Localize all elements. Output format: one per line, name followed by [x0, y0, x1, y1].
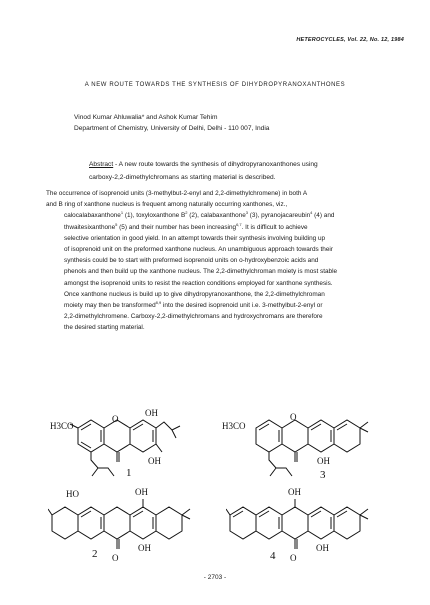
label-oh: OH — [317, 456, 330, 466]
label-o: O — [112, 414, 119, 424]
body-fragment: (4) and — [312, 212, 335, 220]
label-oh: OH — [145, 408, 158, 418]
body-text — [46, 188, 396, 334]
compound-name: thwaitesixanthone — [64, 223, 116, 231]
label-oh: OH — [288, 487, 301, 497]
abstract-text-1: - A new route towards the synthesis of dihydropyranoxanthones using — [113, 161, 318, 168]
abstract — [89, 158, 389, 184]
body-line: and B ring of xanthone nucleus is frequent among naturally occurring xanthones, viz., — [46, 201, 288, 209]
body-line: Once xanthone nucleus is build up to give dihydropyranoxanthone, the 2,2-dimethylchroman — [64, 290, 325, 298]
body-line: selective orientation in good yield. In an attempt towards their synthesis involving building up — [64, 234, 326, 242]
compound-number: 4 — [270, 550, 276, 562]
compound-number: 3 — [320, 469, 326, 478]
label-h3co: H3CO — [222, 421, 246, 431]
reference-marker: 6,7 — [236, 221, 242, 227]
body-line: of isoprenoid unit on the preformed xanthone nucleus. An unambiguous approach towards their — [64, 246, 333, 254]
structure-1 — [50, 398, 210, 478]
abstract-text-2: carboxy-2,2-dimethylchromans as starting material is described. — [89, 174, 276, 181]
page-number: - 2703 - — [203, 574, 227, 581]
structure-3 — [222, 398, 392, 478]
body-line: synthesis could be to start with preformed isoprenoid units on o-hydroxybenzoic acids and — [64, 257, 319, 265]
author-list: Vinod Kumar Ahluwalia* and Ashok Kumar Tehim — [74, 114, 218, 121]
body-fragment: . It is difficult to achieve — [241, 223, 308, 231]
reference-marker: 8,9 — [155, 299, 162, 305]
body-line: the desired starting material. — [64, 324, 145, 332]
label-o: O — [290, 553, 297, 563]
journal-header: HETEROCYCLES, Vol. 22, No. 12, 1984 — [296, 37, 404, 43]
body-line: 2,2-dimethylchromene. Carboxy-2,2-dimethylchromans and hydroxychromans are therefore — [64, 313, 323, 321]
compound-number: 1 — [126, 467, 132, 478]
body-line: The occurrence of isoprenoid units (3-methylbut-2-enyl and 2,2-dimethylchromene) in both A — [46, 190, 308, 197]
compound-name: calocalabaxanthone — [64, 212, 121, 220]
compound-number: 2 — [92, 548, 98, 560]
label-oh: OH — [138, 543, 151, 553]
affiliation: Department of Chemistry, University of Delhi, Delhi - 110 007, India — [74, 125, 270, 132]
label-oh: OH — [135, 487, 148, 497]
reference-marker: 1 — [120, 210, 124, 216]
label-oh: OH — [316, 543, 329, 553]
paper-title: A NEW ROUTE TOWARDS THE SYNTHESIS OF DIHYDROPYRANOXANTHONES — [84, 82, 346, 88]
body-fragment: (3), pyranojacareubin — [248, 212, 311, 220]
body-fragment: (2), calabaxanthone — [187, 212, 246, 220]
label-ho: HO — [66, 489, 79, 499]
body-fragment: into the desired isoprenoid unit i.e. 3-methylbut-2-enyl or — [161, 302, 323, 310]
body-fragment: (1), toxyloxanthone B — [123, 212, 186, 220]
abstract-heading: Abstract — [89, 161, 114, 168]
reference-marker: 2 — [185, 210, 188, 216]
body-line — [46, 210, 396, 221]
structure-2 — [48, 485, 218, 565]
body-line: amongst the isoprenoid units to resist the reaction conditions employed for xanthone synthesis. — [64, 279, 333, 287]
body-line — [46, 222, 396, 233]
body-fragment: (5) and their number has been increasing — [117, 223, 237, 231]
body-fragment: moiety may then be transformed — [64, 302, 156, 310]
body-line: phenols and then build up the xanthone nucleus. The 2,2-dimethylchroman moiety is most stable — [64, 268, 338, 276]
reference-marker: 4 — [310, 210, 313, 216]
body-line — [46, 300, 396, 311]
structure-4 — [226, 485, 396, 565]
label-oh: OH — [148, 456, 161, 466]
reference-marker: 3 — [245, 210, 248, 216]
label-h3co: H3CO — [50, 421, 74, 431]
reference-marker: 5 — [115, 221, 118, 227]
label-o: O — [112, 553, 119, 563]
label-o: O — [290, 412, 297, 422]
